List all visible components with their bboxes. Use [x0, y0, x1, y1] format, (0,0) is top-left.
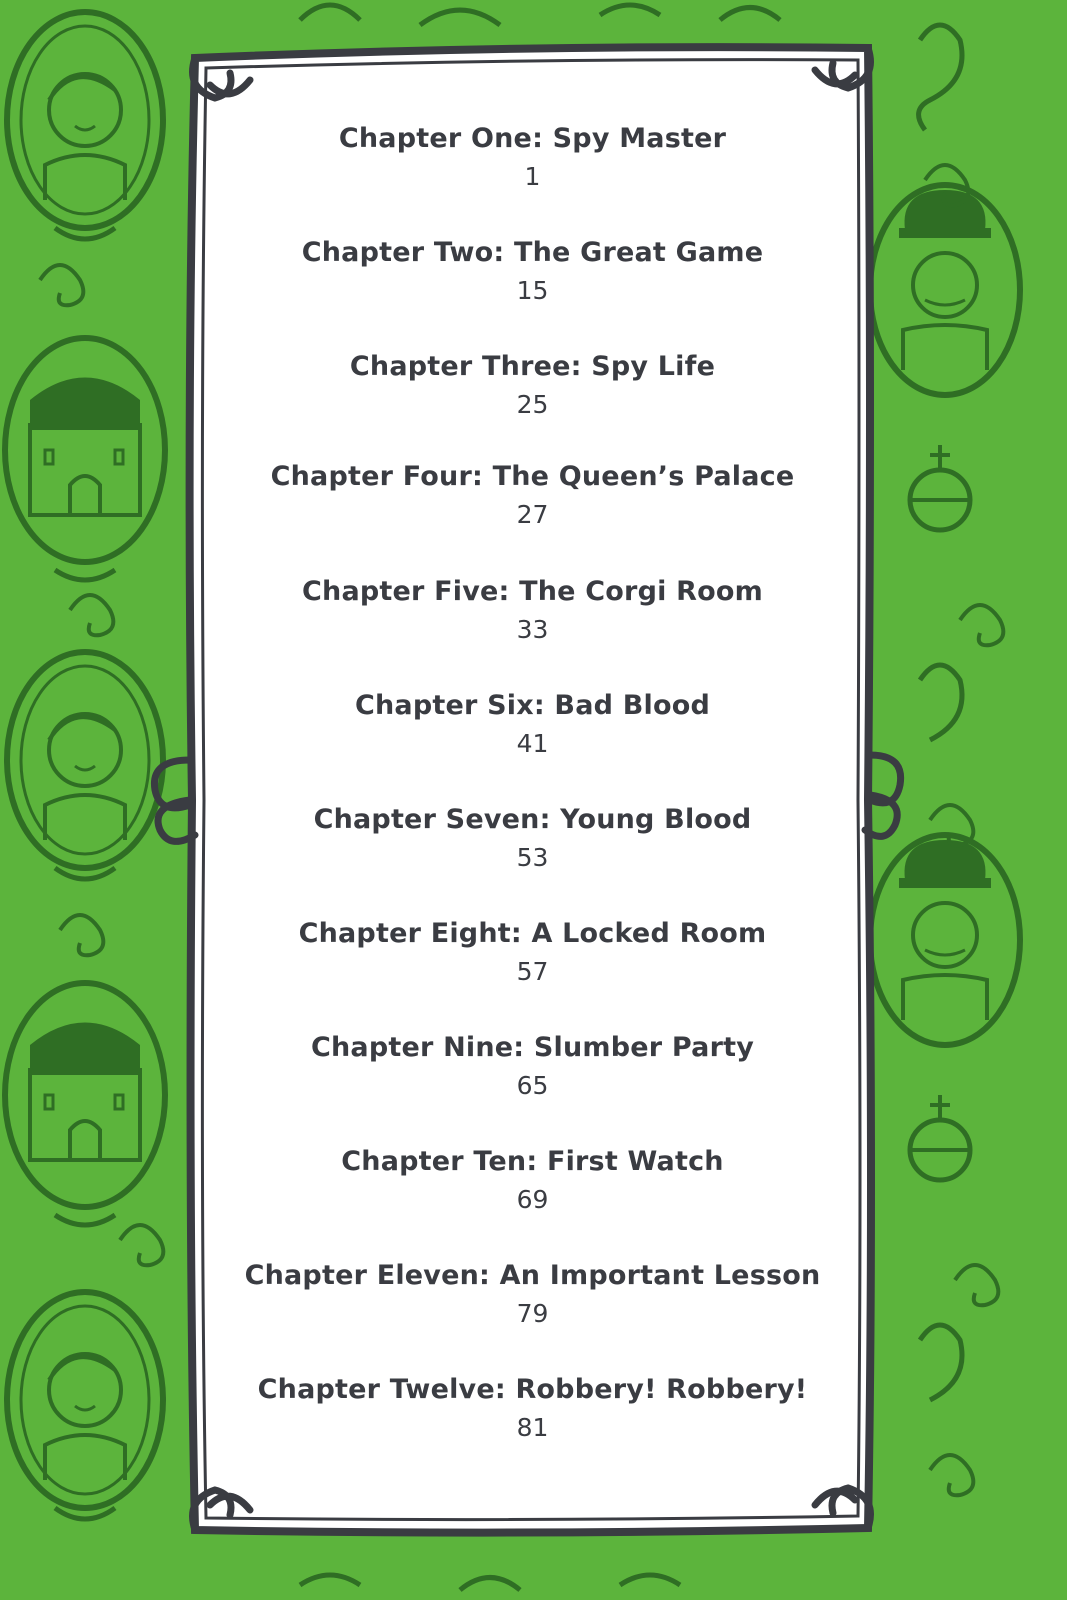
- page-number: 81: [516, 1413, 549, 1442]
- toc-entry-chapter-ten[interactable]: [205, 1145, 860, 1217]
- chapter-title: Chapter Eleven: An Important Lesson: [244, 1260, 821, 1291]
- toc-entry-chapter-four[interactable]: [205, 460, 860, 532]
- chapter-title: Chapter Four: The Queen’s Palace: [270, 461, 795, 492]
- page-number: 41: [516, 729, 549, 758]
- toc-entry-chapter-twelve[interactable]: [205, 1373, 860, 1445]
- page-number: 53: [516, 843, 549, 872]
- toc-entry-chapter-eleven[interactable]: [205, 1259, 860, 1331]
- chapter-title: Chapter Three: Spy Life: [349, 351, 716, 382]
- chapter-title: Chapter One: Spy Master: [338, 123, 727, 154]
- page-number: 57: [516, 957, 549, 986]
- chapter-title: Chapter Twelve: Robbery! Robbery!: [257, 1374, 808, 1405]
- toc-entry-chapter-six[interactable]: [205, 689, 860, 761]
- toc-entry-chapter-nine[interactable]: [205, 1031, 860, 1103]
- page-number: 1: [524, 162, 541, 191]
- toc-entry-chapter-two[interactable]: [205, 236, 860, 308]
- toc-entry-chapter-eight[interactable]: [205, 917, 860, 989]
- table-of-contents: [205, 60, 860, 1530]
- toc-entry-chapter-five[interactable]: [205, 575, 860, 647]
- chapter-title: Chapter Five: The Corgi Room: [302, 576, 763, 607]
- chapter-title: Chapter Six: Bad Blood: [354, 690, 711, 721]
- toc-entry-chapter-one[interactable]: [205, 122, 860, 194]
- page-number: 79: [516, 1299, 549, 1328]
- chapter-title: Chapter Nine: Slumber Party: [310, 1032, 755, 1063]
- page-number: 65: [516, 1071, 549, 1100]
- page-number: 15: [516, 276, 549, 305]
- toc-entry-chapter-seven[interactable]: [205, 803, 860, 875]
- toc-entry-chapter-three[interactable]: [205, 350, 860, 422]
- page-number: 27: [516, 500, 549, 529]
- chapter-title: Chapter Ten: First Watch: [341, 1146, 724, 1177]
- page-number: 69: [516, 1185, 549, 1214]
- chapter-title: Chapter Two: The Great Game: [301, 237, 764, 268]
- chapter-title: Chapter Seven: Young Blood: [313, 804, 752, 835]
- page-number: 25: [516, 390, 549, 419]
- chapter-title: Chapter Eight: A Locked Room: [298, 918, 767, 949]
- page-number: 33: [516, 615, 549, 644]
